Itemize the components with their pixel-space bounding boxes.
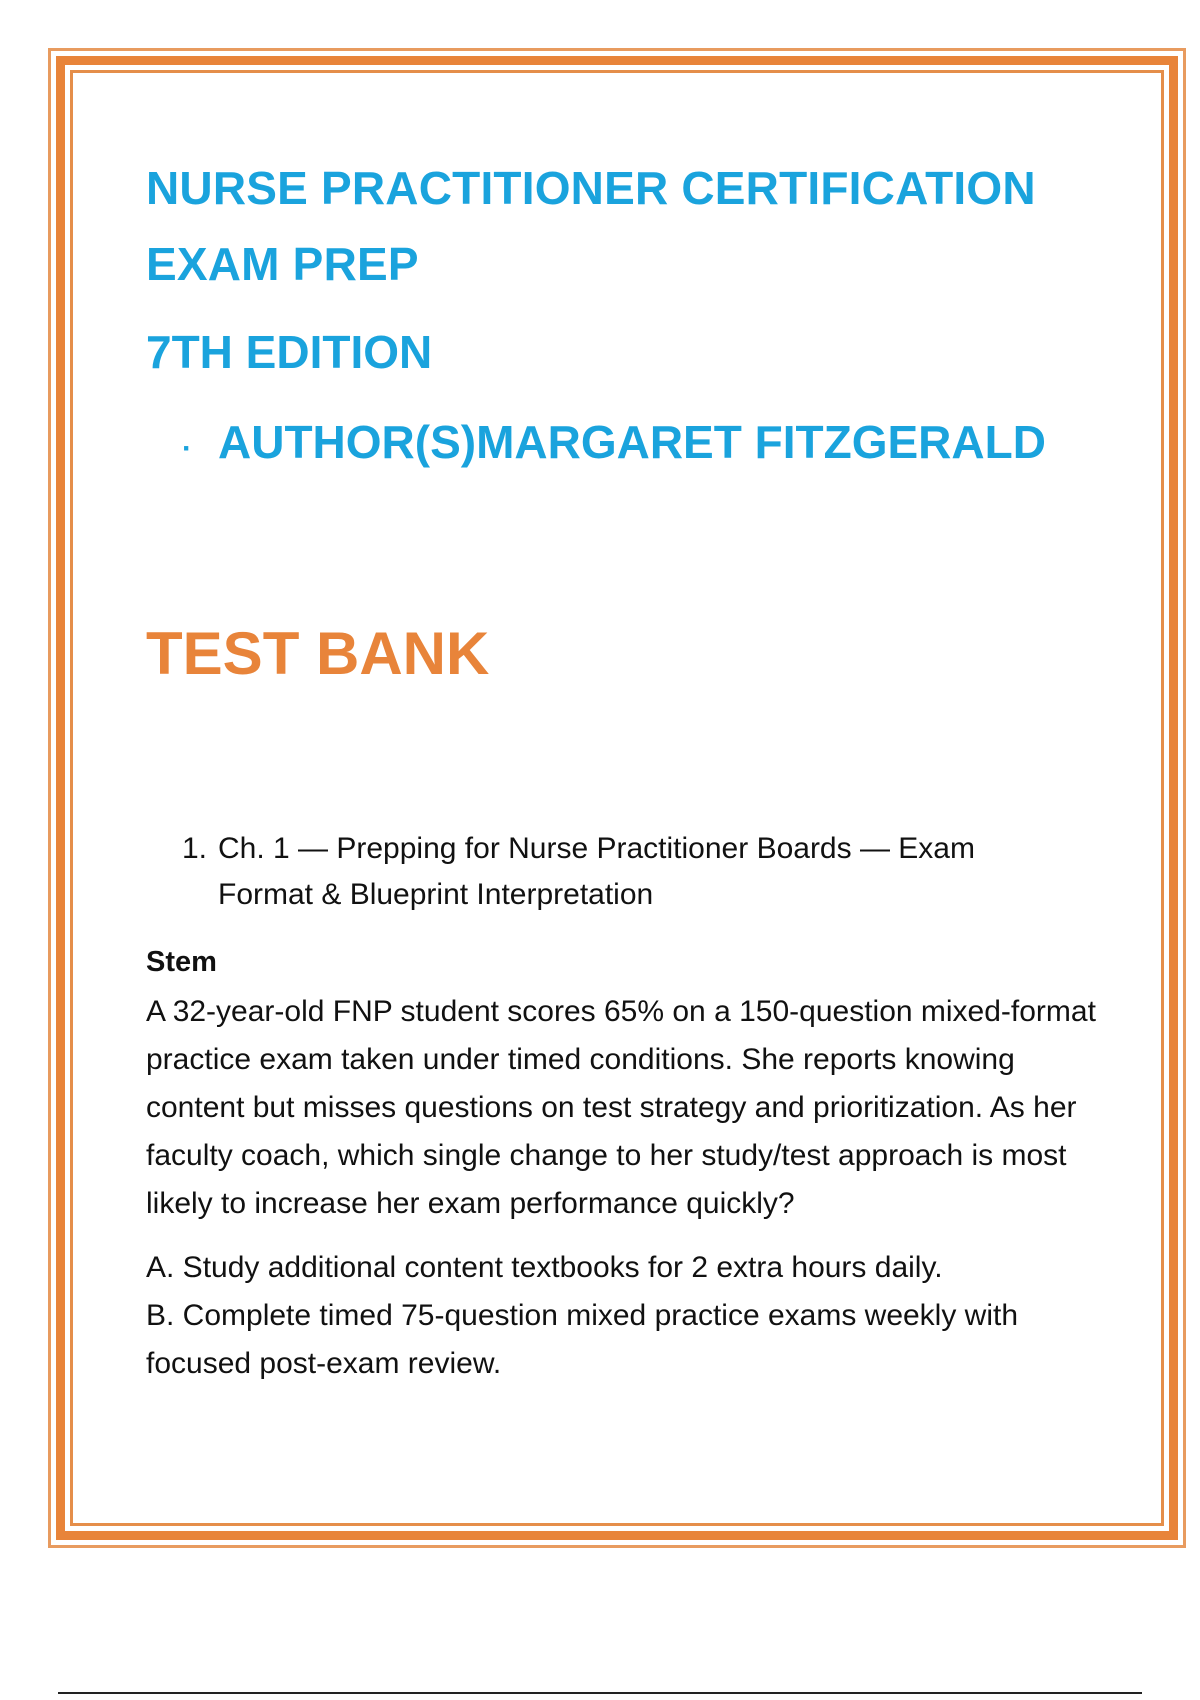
book-title	[146, 150, 1096, 302]
stem-label: Stem	[146, 946, 217, 978]
answer-option-b: B. Complete timed 75-question mixed practice exams weekly with focused post-exam review.	[146, 1299, 1019, 1380]
page-bottom-divider	[58, 1692, 1142, 1694]
answer-option-a: A. Study additional content textbooks for 2 extra hours daily.	[146, 1251, 943, 1284]
question-heading	[182, 826, 1096, 918]
stem-text: A 32-year-old FNP student scores 65% on a 150-question mixed-format practice exam taken under timed conditions. She reports knowing content but misses questions on test strategy and prioritization. As her faculty coach, which single change to her study/test approach is most likely to increase her exam performance quickly?	[146, 995, 1096, 1220]
page-content	[146, 150, 1096, 1388]
bullet-icon: ·	[182, 432, 192, 465]
book-title-line-2: EXAM PREP	[146, 238, 419, 290]
author-name: AUTHOR(S)MARGARET FITZGERALD	[218, 416, 1046, 468]
question-title: Ch. 1 — Prepping for Nurse Practitioner Boards — Exam Format & Blueprint Interpretation	[218, 832, 975, 911]
edition-label: 7TH EDITION	[146, 326, 433, 378]
question-number: 1.	[182, 832, 208, 865]
section-heading: TEST BANK	[146, 620, 490, 687]
book-title-line-1: NURSE PRACTITIONER CERTIFICATION	[146, 162, 1036, 214]
author-list-item	[182, 404, 1096, 480]
answer-options	[146, 1244, 1096, 1388]
